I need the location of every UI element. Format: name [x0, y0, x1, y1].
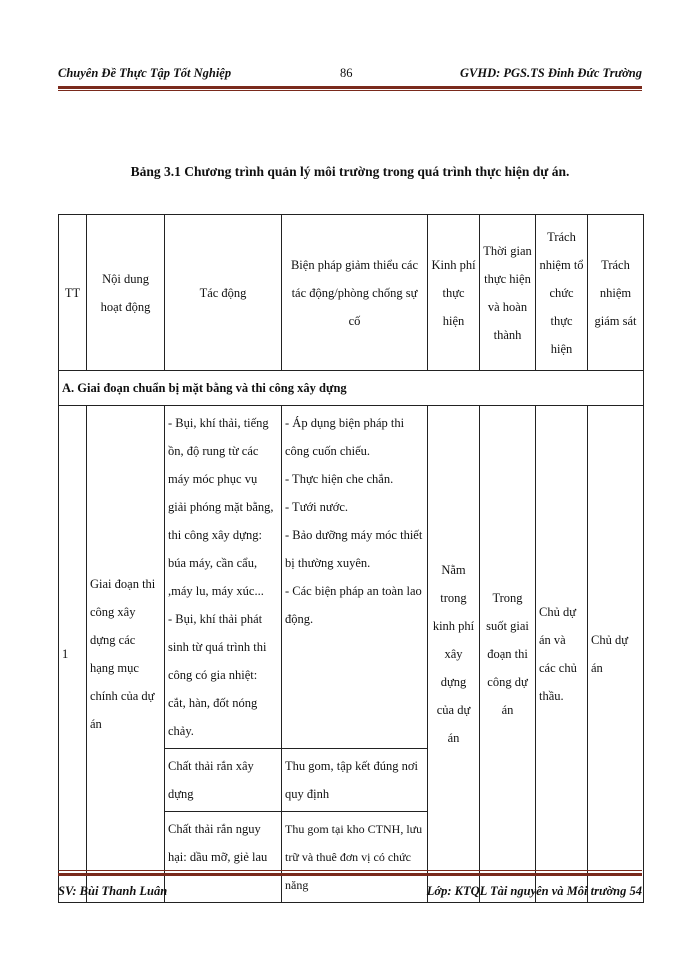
row-time: Trong suốt giai đoạn thi công dự án	[480, 406, 536, 903]
impact-1b: - Bụi, khí thải phát sinh từ quá trình thi công có gia nhiệt: cắt, hàn, đốt nóng chảy.	[168, 612, 267, 738]
measure-item: - Bảo dưỡng máy móc thiết bị thường xuyên.	[285, 528, 423, 570]
header-rule	[58, 86, 642, 91]
section-a-title: A. Giai đoạn chuẩn bị mặt bằng và thi công xây dựng	[59, 371, 644, 406]
header-supervise: Trách nhiệm giám sát	[588, 215, 644, 371]
measure-item: - Tưới nước.	[285, 500, 348, 514]
environment-management-table	[58, 214, 644, 903]
page-footer	[58, 884, 642, 900]
row-cost: Nằm trong kinh phí xây dựng của dự án	[428, 406, 480, 903]
footer-student: SV: Bùi Thanh Luân	[58, 884, 168, 898]
section-row	[59, 371, 644, 406]
header-advisor: GVHD: PGS.TS Đinh Đức Trường	[459, 66, 642, 80]
row-tt: 1	[59, 406, 87, 903]
measure-item: - Áp dụng biện pháp thi công cuốn chiếu.	[285, 416, 405, 458]
impact-1a: - Bụi, khí thải, tiếng ồn, độ rung từ các máy móc phục vụ giải phóng mặt bằng, thi công xây dựng: búa máy, cần cẩu, ,máy lu, máy xúc...	[168, 416, 274, 598]
row-measures-2: Thu gom, tập kết đúng nơi quy định	[282, 749, 428, 812]
row-content: Giai đoạn thi công xây dựng các hạng mục chính của dự án	[87, 406, 165, 903]
table-row	[59, 406, 644, 749]
header-measures: Biện pháp giảm thiểu các tác động/phòng chống sự cố	[282, 215, 428, 371]
row-org: Chủ dự án và các chủ thầu.	[536, 406, 588, 903]
page-header	[58, 66, 642, 82]
footer-class: Lớp: KTQL Tài nguyên và Môi trường 54	[426, 884, 642, 898]
header-time: Thời gian thực hiện và hoàn thành	[480, 215, 536, 371]
header-tt: TT	[59, 215, 87, 371]
row-measures-3: Thu gom tại kho CTNH, lưu trữ và thuê đơn vị có chức năng	[282, 812, 428, 903]
header-cost: Kinh phí thực hiện	[428, 215, 480, 371]
footer-rule	[58, 870, 642, 876]
table-header-row	[59, 215, 644, 371]
row-impact-3: Chất thải rắn nguy hại: dầu mỡ, giẻ lau	[165, 812, 282, 903]
measure-item: - Các biện pháp an toàn lao động.	[285, 584, 422, 626]
row-supervise: Chủ dự án	[588, 406, 644, 903]
header-content: Nội dung hoạt động	[87, 215, 165, 371]
page-number: 86	[340, 66, 353, 80]
row-measures-1	[282, 406, 428, 749]
row-impact-2: Chất thải rắn xây dựng	[165, 749, 282, 812]
row-impact-1	[165, 406, 282, 749]
measure-item: - Thực hiện che chắn.	[285, 472, 394, 486]
table-caption: Bảng 3.1 Chương trình quản lý môi trường trong quá trình thực hiện dự án.	[130, 164, 570, 179]
header-impact: Tác động	[165, 215, 282, 371]
header-title: Chuyên Đề Thực Tập Tốt Nghiệp	[58, 66, 232, 80]
header-org: Trách nhiệm tổ chức thực hiện	[536, 215, 588, 371]
